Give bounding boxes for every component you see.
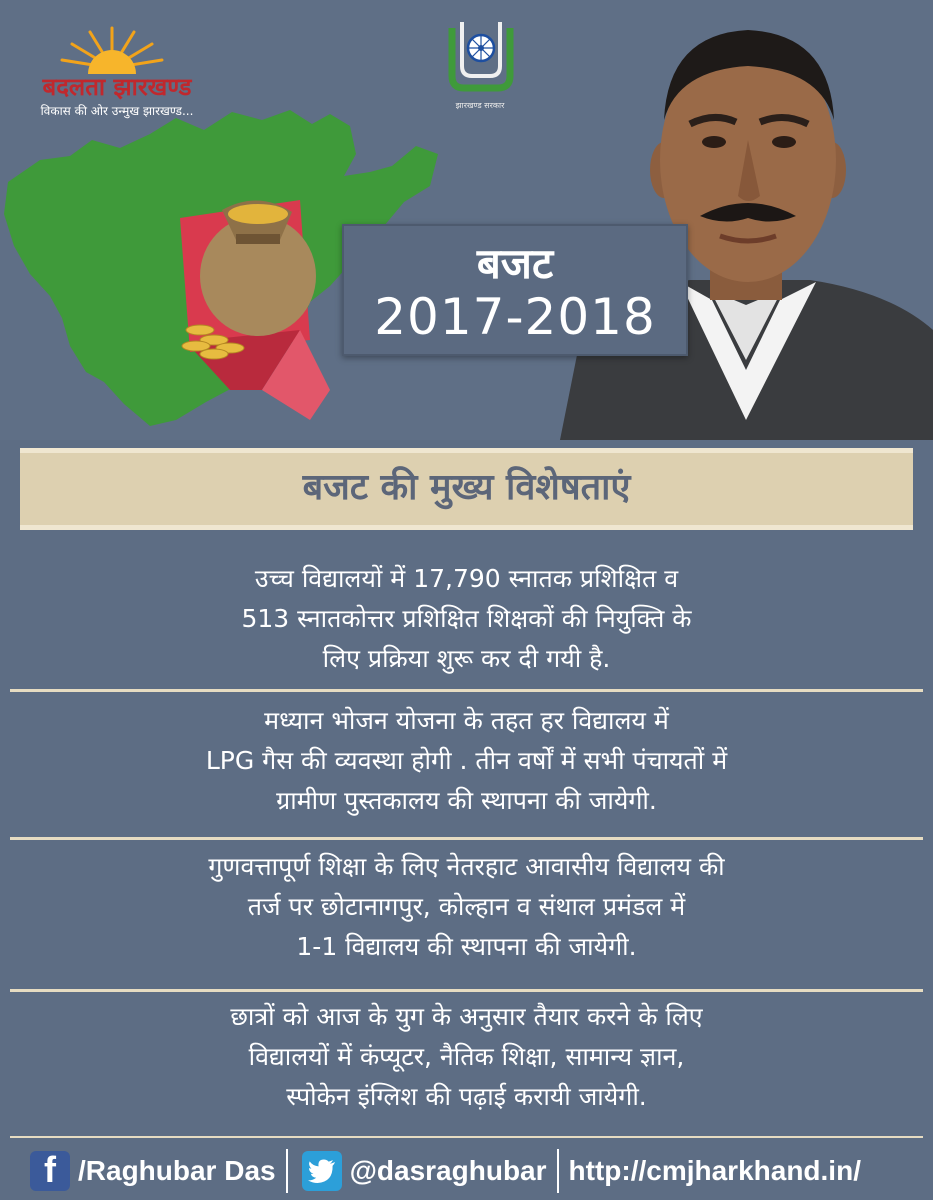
website-link[interactable] [569,1142,861,1200]
point-line: तर्ज पर छोटानागपुर, कोल्हान व संथाल प्रमंडल में [247,892,686,921]
brand-tagline: विकास की ओर उन्मुख झारखण्ड... [40,104,194,118]
point-computer-education [0,997,933,1117]
point-line: गुणवत्तापूर्ण शिक्षा के लिए नेतरहाट आवासीय विद्यालय की [208,852,725,881]
point-line: 1-1 विद्यालय की स्थापना की जायेगी. [296,932,637,961]
twitter-link[interactable] [288,1142,547,1200]
point-line: छात्रों को आज के युग के अनुसार तैयार करने के लिए [230,1002,703,1031]
brand-title: बदलता झारखण्ड [42,72,192,101]
facebook-icon: f [30,1151,70,1191]
twitter-handle: @dasraghubar [349,1155,547,1186]
footer [0,1142,933,1200]
jharkhand-govt-emblem-icon [440,16,522,98]
point-line: ग्रामीण पुस्तकालय की स्थापना की जायेगी. [276,786,657,815]
highlights-banner [20,448,913,530]
point-line: 513 स्नातकोत्तर प्रशिक्षित शिक्षकों की नियुक्ति के [241,604,692,633]
twitter-icon [302,1151,342,1191]
header [0,0,933,440]
point-line: स्पोकेन इंग्लिश की पढ़ाई करायी जायेगी. [286,1082,647,1111]
budget-year: 2017-2018 [374,288,656,346]
point-line: मध्यान भोजन योजना के तहत हर विद्यालय में [264,706,669,735]
point-line: उच्च विद्यालयों में 17,790 स्नातक प्रशिक्षित व [254,564,679,593]
budget-word: बजट [476,239,554,288]
footer-divider [10,1136,923,1138]
highlights-title: बजट की मुख्य विशेषताएं [302,467,631,508]
point-midday-meal [0,701,933,821]
divider [10,989,923,992]
point-quality-education [0,847,933,967]
divider [10,837,923,840]
separator [557,1149,559,1193]
divider [10,689,923,692]
point-line: लिए प्रक्रिया शुरू कर दी गयी है. [322,644,611,673]
point-teachers [0,559,933,679]
govt-label: झारखण्ड सरकार [455,101,505,110]
budget-title-box [342,224,688,356]
website-url: http://cmjharkhand.in/ [568,1155,861,1186]
chief-minister-portrait [560,0,933,440]
point-line: विद्यालयों में कंप्यूटर, नैतिक शिक्षा, सामान्य ज्ञान, [248,1042,685,1071]
facebook-handle: /Raghubar Das [78,1155,276,1186]
facebook-link[interactable] [0,1142,276,1200]
point-line: LPG गैस की व्यवस्था होगी . तीन वर्षों में सभी पंचायतों में [205,746,728,775]
